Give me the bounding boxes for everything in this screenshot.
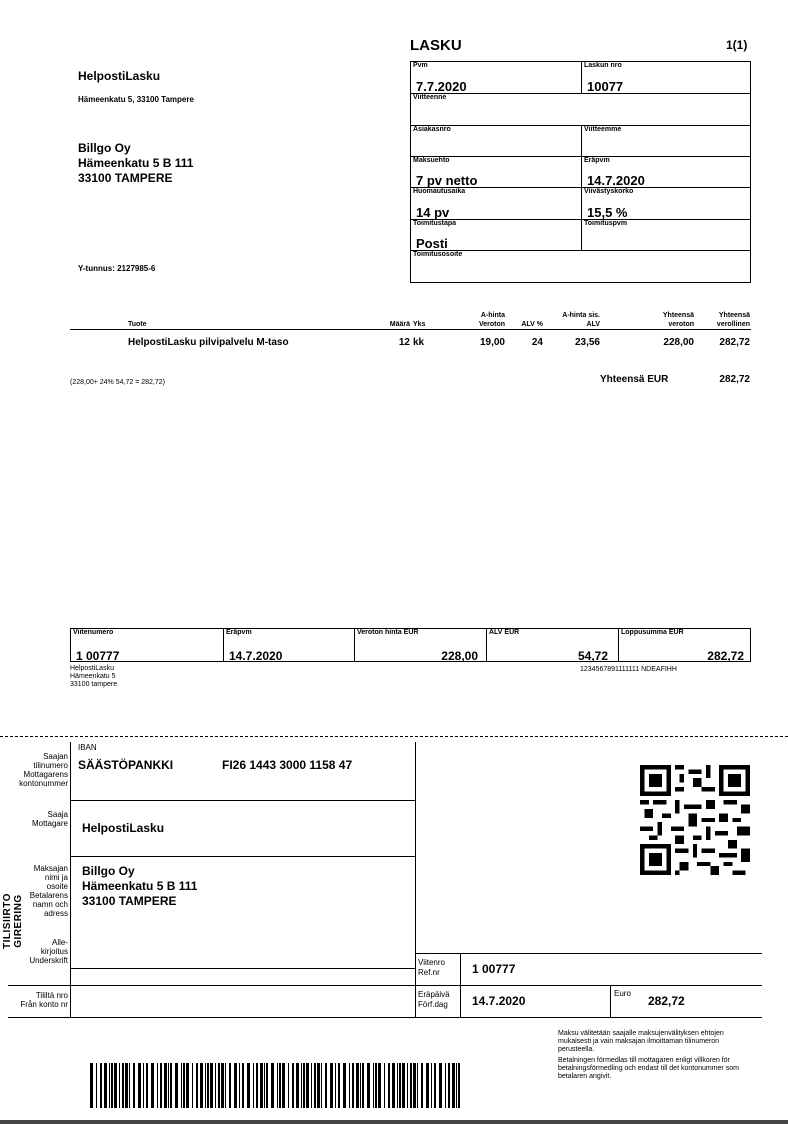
barcode-bar	[456, 1063, 457, 1108]
barcode-bar	[301, 1063, 302, 1108]
barcode-bar	[256, 1063, 258, 1108]
total-label: Yhteensä EUR	[600, 374, 669, 385]
barcode-bar	[306, 1063, 309, 1108]
field-viitteemme: Viitteemme	[584, 126, 622, 133]
barcode-bar	[221, 1063, 224, 1108]
barcode-bar	[303, 1063, 305, 1108]
barcode-bar	[314, 1063, 316, 1108]
barcode-bar	[349, 1063, 350, 1108]
barcode-bar	[360, 1063, 361, 1108]
barcode-bar	[439, 1063, 442, 1108]
summary-sender: HelpostiLasku Hämeenkatu 5 33100 tampere	[70, 665, 118, 688]
barcode-bar	[317, 1063, 320, 1108]
table-header-divider	[70, 329, 751, 330]
field-viitteenne: Viitteenne	[413, 94, 447, 101]
bottom-edge	[0, 1120, 788, 1124]
sender-address: Hämeenkatu 5, 33100 Tampere	[78, 95, 194, 104]
row-tuote: HelpostiLasku pilvipalvelu M-taso	[128, 337, 289, 348]
barcode-bar	[205, 1063, 206, 1108]
barcode-bar	[207, 1063, 209, 1108]
qr-code	[639, 765, 751, 875]
barcode-bar	[200, 1063, 203, 1108]
delivery-method: Posti	[416, 236, 448, 251]
barcode-bar	[192, 1063, 193, 1108]
barcode-bar	[410, 1063, 412, 1108]
row-maara: 12	[398, 337, 410, 348]
document-title: LASKU	[410, 37, 462, 54]
penalty-interest: 15,5 %	[587, 205, 628, 220]
slip-saaja-label: Saaja Mottagare	[31, 810, 68, 828]
barcode-bar	[407, 1063, 408, 1108]
barcode-bar	[96, 1063, 97, 1108]
barcode-bar	[311, 1063, 312, 1108]
barcode-bar	[143, 1063, 144, 1108]
barcode-bar	[413, 1063, 416, 1108]
field-asiakasnro: Asiakasnro	[413, 126, 451, 133]
barcode-bar	[225, 1063, 226, 1108]
row-yhteensa-veroton: 228,00	[663, 337, 694, 348]
barcode-bar	[170, 1063, 172, 1108]
barcode-bar	[157, 1063, 158, 1108]
barcode-bar	[114, 1063, 117, 1108]
barcode-bar	[146, 1063, 148, 1108]
slip-payee: HelpostiLasku	[82, 821, 165, 835]
field-huomautusaika: Huomautusaika 14 pv	[413, 188, 466, 220]
barcode-bar	[279, 1063, 281, 1108]
barcode-bar	[266, 1063, 268, 1108]
recipient-address	[78, 141, 193, 186]
field-erapvm: Eräpvm 14.7.2020	[584, 157, 645, 188]
barcode-bar	[133, 1063, 135, 1108]
barcode-bar	[330, 1063, 333, 1108]
barcode-bar	[321, 1063, 322, 1108]
invoice-number: 10077	[587, 79, 624, 94]
barcode-bar	[164, 1063, 167, 1108]
slip-iban-label: IBAN	[78, 743, 97, 752]
col-yks: Yks	[413, 321, 426, 328]
barcode-bar	[151, 1063, 154, 1108]
slip-viitenro-label: Viitenro Ref.nr	[418, 958, 445, 977]
slip-euro-amount: 282,72	[648, 994, 685, 1008]
slip-signature-label: Alle- kirjoitus Underskrift	[29, 938, 68, 965]
recipient-name: Billgo Oy	[78, 141, 131, 155]
barcode-bar	[458, 1063, 460, 1108]
business-id: Y-tunnus: 2127985-6	[78, 264, 156, 273]
field-toimituspvm: Toimituspvm	[584, 220, 628, 227]
barcode-bar	[421, 1063, 423, 1108]
slip-bank-name: SÄÄSTÖPANKKI	[78, 758, 174, 772]
barcode-bar	[352, 1063, 354, 1108]
sender-name: HelpostiLasku	[78, 69, 161, 83]
summary-viitenumero: Viitenumero 1 00777	[73, 629, 120, 663]
barcode-bar	[448, 1063, 450, 1108]
due-date: 14.7.2020	[587, 173, 645, 188]
barcode-bar	[431, 1063, 432, 1108]
barcode-bar	[296, 1063, 299, 1108]
barcode-bar	[388, 1063, 390, 1108]
row-yhteensa-verollinen: 282,72	[719, 337, 750, 348]
barcode-bar	[375, 1063, 377, 1108]
summary-erapvm: Eräpvm 14.7.2020	[226, 629, 283, 663]
barcode-bar	[196, 1063, 198, 1108]
barcode-bar	[402, 1063, 405, 1108]
total-amount: 282,72	[719, 374, 750, 385]
slip-iban: FI26 1443 3000 1158 47	[222, 758, 353, 772]
barcode-bar	[292, 1063, 294, 1108]
barcode-bar	[282, 1063, 285, 1108]
barcode-bar	[138, 1063, 141, 1108]
barcode-bar	[229, 1063, 231, 1108]
barcode-bar	[343, 1063, 346, 1108]
barcode-bar	[325, 1063, 327, 1108]
page-number: 1(1)	[726, 38, 748, 52]
barcode-bar	[247, 1063, 250, 1108]
barcode-bar	[119, 1063, 120, 1108]
account-info: 1234567891111111 NDEAFIHH	[580, 666, 677, 673]
col-yhteensa-veroton: Yhteensä veroton	[662, 312, 694, 328]
barcode-bar	[338, 1063, 340, 1108]
col-alv: ALV %	[521, 321, 543, 328]
field-viivastyskorko: Viivästyskorko 15,5 %	[584, 188, 634, 220]
slip-note-fi: Maksu välitetään saajalle maksujenvälityksen ehtojen mukaisesti ja vain maksajan ilmoittaman tilinumeron perusteella.	[558, 1030, 724, 1053]
barcode-bar	[378, 1063, 381, 1108]
barcode-bar	[242, 1063, 244, 1108]
slip-note-sv: Betalningen förmedlas till mottagaren enligt villkoren för betalningsförmedling och endast till det kontonummer som betalaren angivit.	[558, 1057, 739, 1080]
notice-period: 14 pv	[416, 205, 450, 220]
barcode-bar	[175, 1063, 178, 1108]
slip-tililta-label: Tililtä nro Från konto nr	[20, 991, 68, 1009]
slip-side-text: TILISIIRTO GIRERING	[2, 893, 24, 949]
barcode-bar	[434, 1063, 436, 1108]
slip-due-date: 14.7.2020	[472, 994, 526, 1008]
barcode-bar	[426, 1063, 429, 1108]
barcode-bar	[253, 1063, 254, 1108]
col-ahinta-sis: A-hinta sis. ALV	[562, 312, 600, 328]
row-alv: 24	[531, 337, 543, 348]
slip-reference-number: 1 00777	[472, 962, 516, 976]
barcode-bar	[367, 1063, 370, 1108]
slip-erapaiva-label: Eräpäivä Förf.dag	[418, 990, 450, 1009]
barcode-bar	[122, 1063, 124, 1108]
slip-payer: Billgo Oy Hämeenkatu 5 B 111 33100 TAMPERE	[82, 864, 198, 908]
barcode-bar	[239, 1063, 240, 1108]
invoice-date: 7.7.2020	[416, 79, 467, 94]
vat-calculation: (228,00+ 24% 54,72 = 282,72)	[70, 379, 165, 386]
barcode-bar	[445, 1063, 446, 1108]
barcode-bar	[384, 1063, 385, 1108]
summary-due-date: 14.7.2020	[229, 649, 283, 663]
recipient-city: 33100 TAMPERE	[78, 171, 173, 185]
summary-vat-amount: 54,72	[577, 649, 608, 663]
barcode-bar	[373, 1063, 374, 1108]
barcode	[90, 1063, 466, 1108]
barcode-bar	[288, 1063, 289, 1108]
row-yks: kk	[413, 337, 425, 348]
barcode-bar	[218, 1063, 220, 1108]
barcode-bar	[104, 1063, 107, 1108]
col-maara: Määrä	[389, 321, 410, 328]
col-tuote: Tuote	[128, 321, 147, 328]
field-laskunro: Laskun nro 10077	[584, 62, 624, 94]
barcode-bar	[260, 1063, 263, 1108]
barcode-bar	[215, 1063, 216, 1108]
barcode-bar	[186, 1063, 189, 1108]
barcode-bar	[392, 1063, 395, 1108]
summary-total: 282,72	[707, 649, 744, 663]
col-ahinta: A-hinta Veroton	[478, 312, 505, 328]
barcode-bar	[183, 1063, 185, 1108]
slip-tilinumero-label: Saajan tilinumero Mottagarens kontonummer	[19, 752, 68, 788]
barcode-bar	[181, 1063, 182, 1108]
col-yhteensa-verollinen: Yhteensä verollinen	[716, 312, 750, 328]
barcode-bar	[109, 1063, 110, 1108]
barcode-bar	[90, 1063, 93, 1108]
barcode-bar	[362, 1063, 364, 1108]
barcode-bar	[356, 1063, 359, 1108]
slip-notes	[558, 1030, 754, 1081]
summary-veroton: Veroton hinta EUR 228,00	[357, 629, 478, 663]
field-toimitusosoite: Toimitusosoite	[413, 251, 463, 258]
barcode-bar	[264, 1063, 265, 1108]
barcode-bar	[210, 1063, 213, 1108]
field-maksuehto: Maksuehto 7 pv netto	[413, 157, 478, 188]
recipient-street: Hämeenkatu 5 B 111	[78, 156, 194, 170]
barcode-bar	[417, 1063, 418, 1108]
slip-euro-label: Euro	[614, 989, 631, 998]
barcode-bar	[160, 1063, 162, 1108]
barcode-bar	[277, 1063, 278, 1108]
reference-number: 1 00777	[76, 649, 120, 663]
summary-alv: ALV EUR 54,72	[489, 629, 608, 663]
barcode-bar	[125, 1063, 128, 1108]
barcode-bar	[271, 1063, 274, 1108]
barcode-bar	[452, 1063, 455, 1108]
barcode-bar	[234, 1063, 237, 1108]
barcode-bar	[129, 1063, 130, 1108]
barcode-bar	[335, 1063, 336, 1108]
payment-terms: 7 pv netto	[416, 173, 478, 188]
barcode-bar	[111, 1063, 113, 1108]
barcode-bar	[168, 1063, 169, 1108]
summary-net-amount: 228,00	[441, 649, 478, 663]
barcode-bar	[100, 1063, 102, 1108]
field-toimitustapa: Toimitustapa Posti	[413, 220, 457, 251]
barcode-bar	[399, 1063, 401, 1108]
row-ahinta: 19,00	[479, 337, 505, 348]
barcode-bar	[397, 1063, 398, 1108]
summary-loppusumma: Loppusumma EUR 282,72	[621, 629, 744, 663]
slip-maksaja-label: Maksajan nimi ja osoite Betalarens namn och adress	[29, 864, 68, 918]
field-pvm: Pvm 7.7.2020	[413, 62, 467, 94]
row-ahinta-sis: 23,56	[574, 337, 600, 348]
cut-line	[0, 736, 788, 737]
